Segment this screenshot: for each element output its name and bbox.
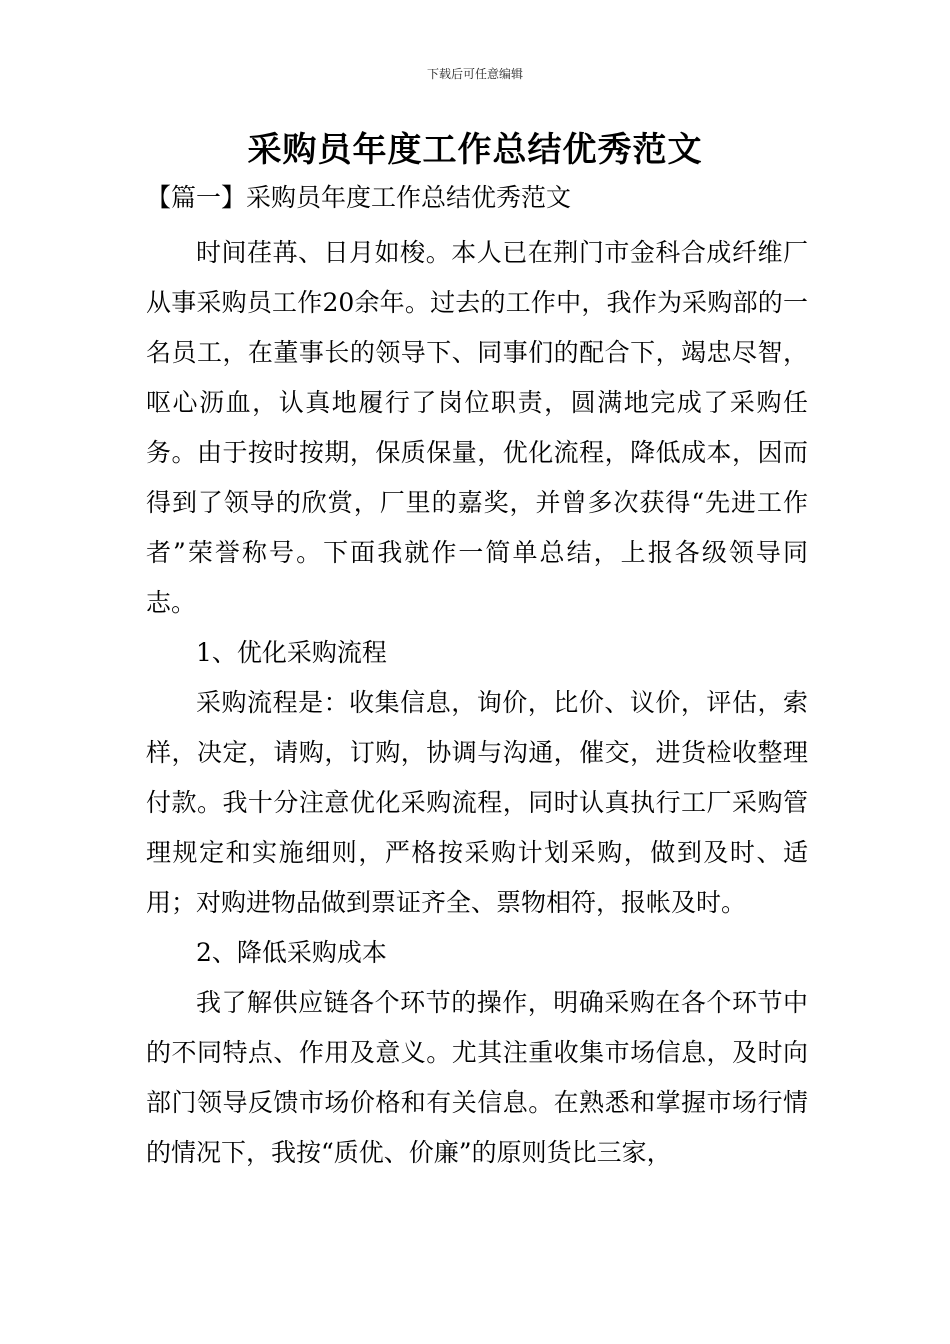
document-title: 采购员年度工作总结优秀范文 [247,130,703,170]
paragraph-process: 采购流程是：收集信息，询价，比价、议价，评估，索样，决定，请购，订购，协调与沟通，催交，进货检收整理付款。我十分注意优化采购流程，同时认真执行工厂采购管理规定和实施细则，严格按采购计划采购，做到及时、适用；对购进物品做到票证齐全、票物相符，报帐及时。 [146,688,808,917]
subheading-optimize-process: 1、优化采购流程 [196,638,387,667]
paragraph-intro: 时间荏苒、日月如梭。本人已在荆门市金科合成纤维厂从事采购员工作20余年。过去的工作中，我作为采购部的一名员工，在董事长的领导下、同事们的配合下，竭忠尽智，呕心沥血，认真地履行了岗位职责，圆满地完成了采购任务。由于按时按期，保质保量，优化流程，降低成本，因而得到了领导的欣赏，厂里的嘉奖，并曾多次获得“先进工作者”荣誉称号。下面我就作一简单总结，上报各级领导同志。 [146,238,808,617]
document-body [146,228,808,1178]
paragraph-cost: 我了解供应链各个环节的操作，明确采购在各个环节中的不同特点、作用及意义。尤其注重收集市场信息，及时向部门领导反馈市场价格和有关信息。在熟悉和掌握市场行情的情况下，我按“质优、价廉”的原则货比三家， [146,988,808,1167]
subheading-reduce-cost: 2、降低采购成本 [196,938,387,967]
header-note: 下载后可任意编辑 [426,67,523,81]
section-heading: 【篇一】采购员年度工作总结优秀范文 [146,183,572,212]
